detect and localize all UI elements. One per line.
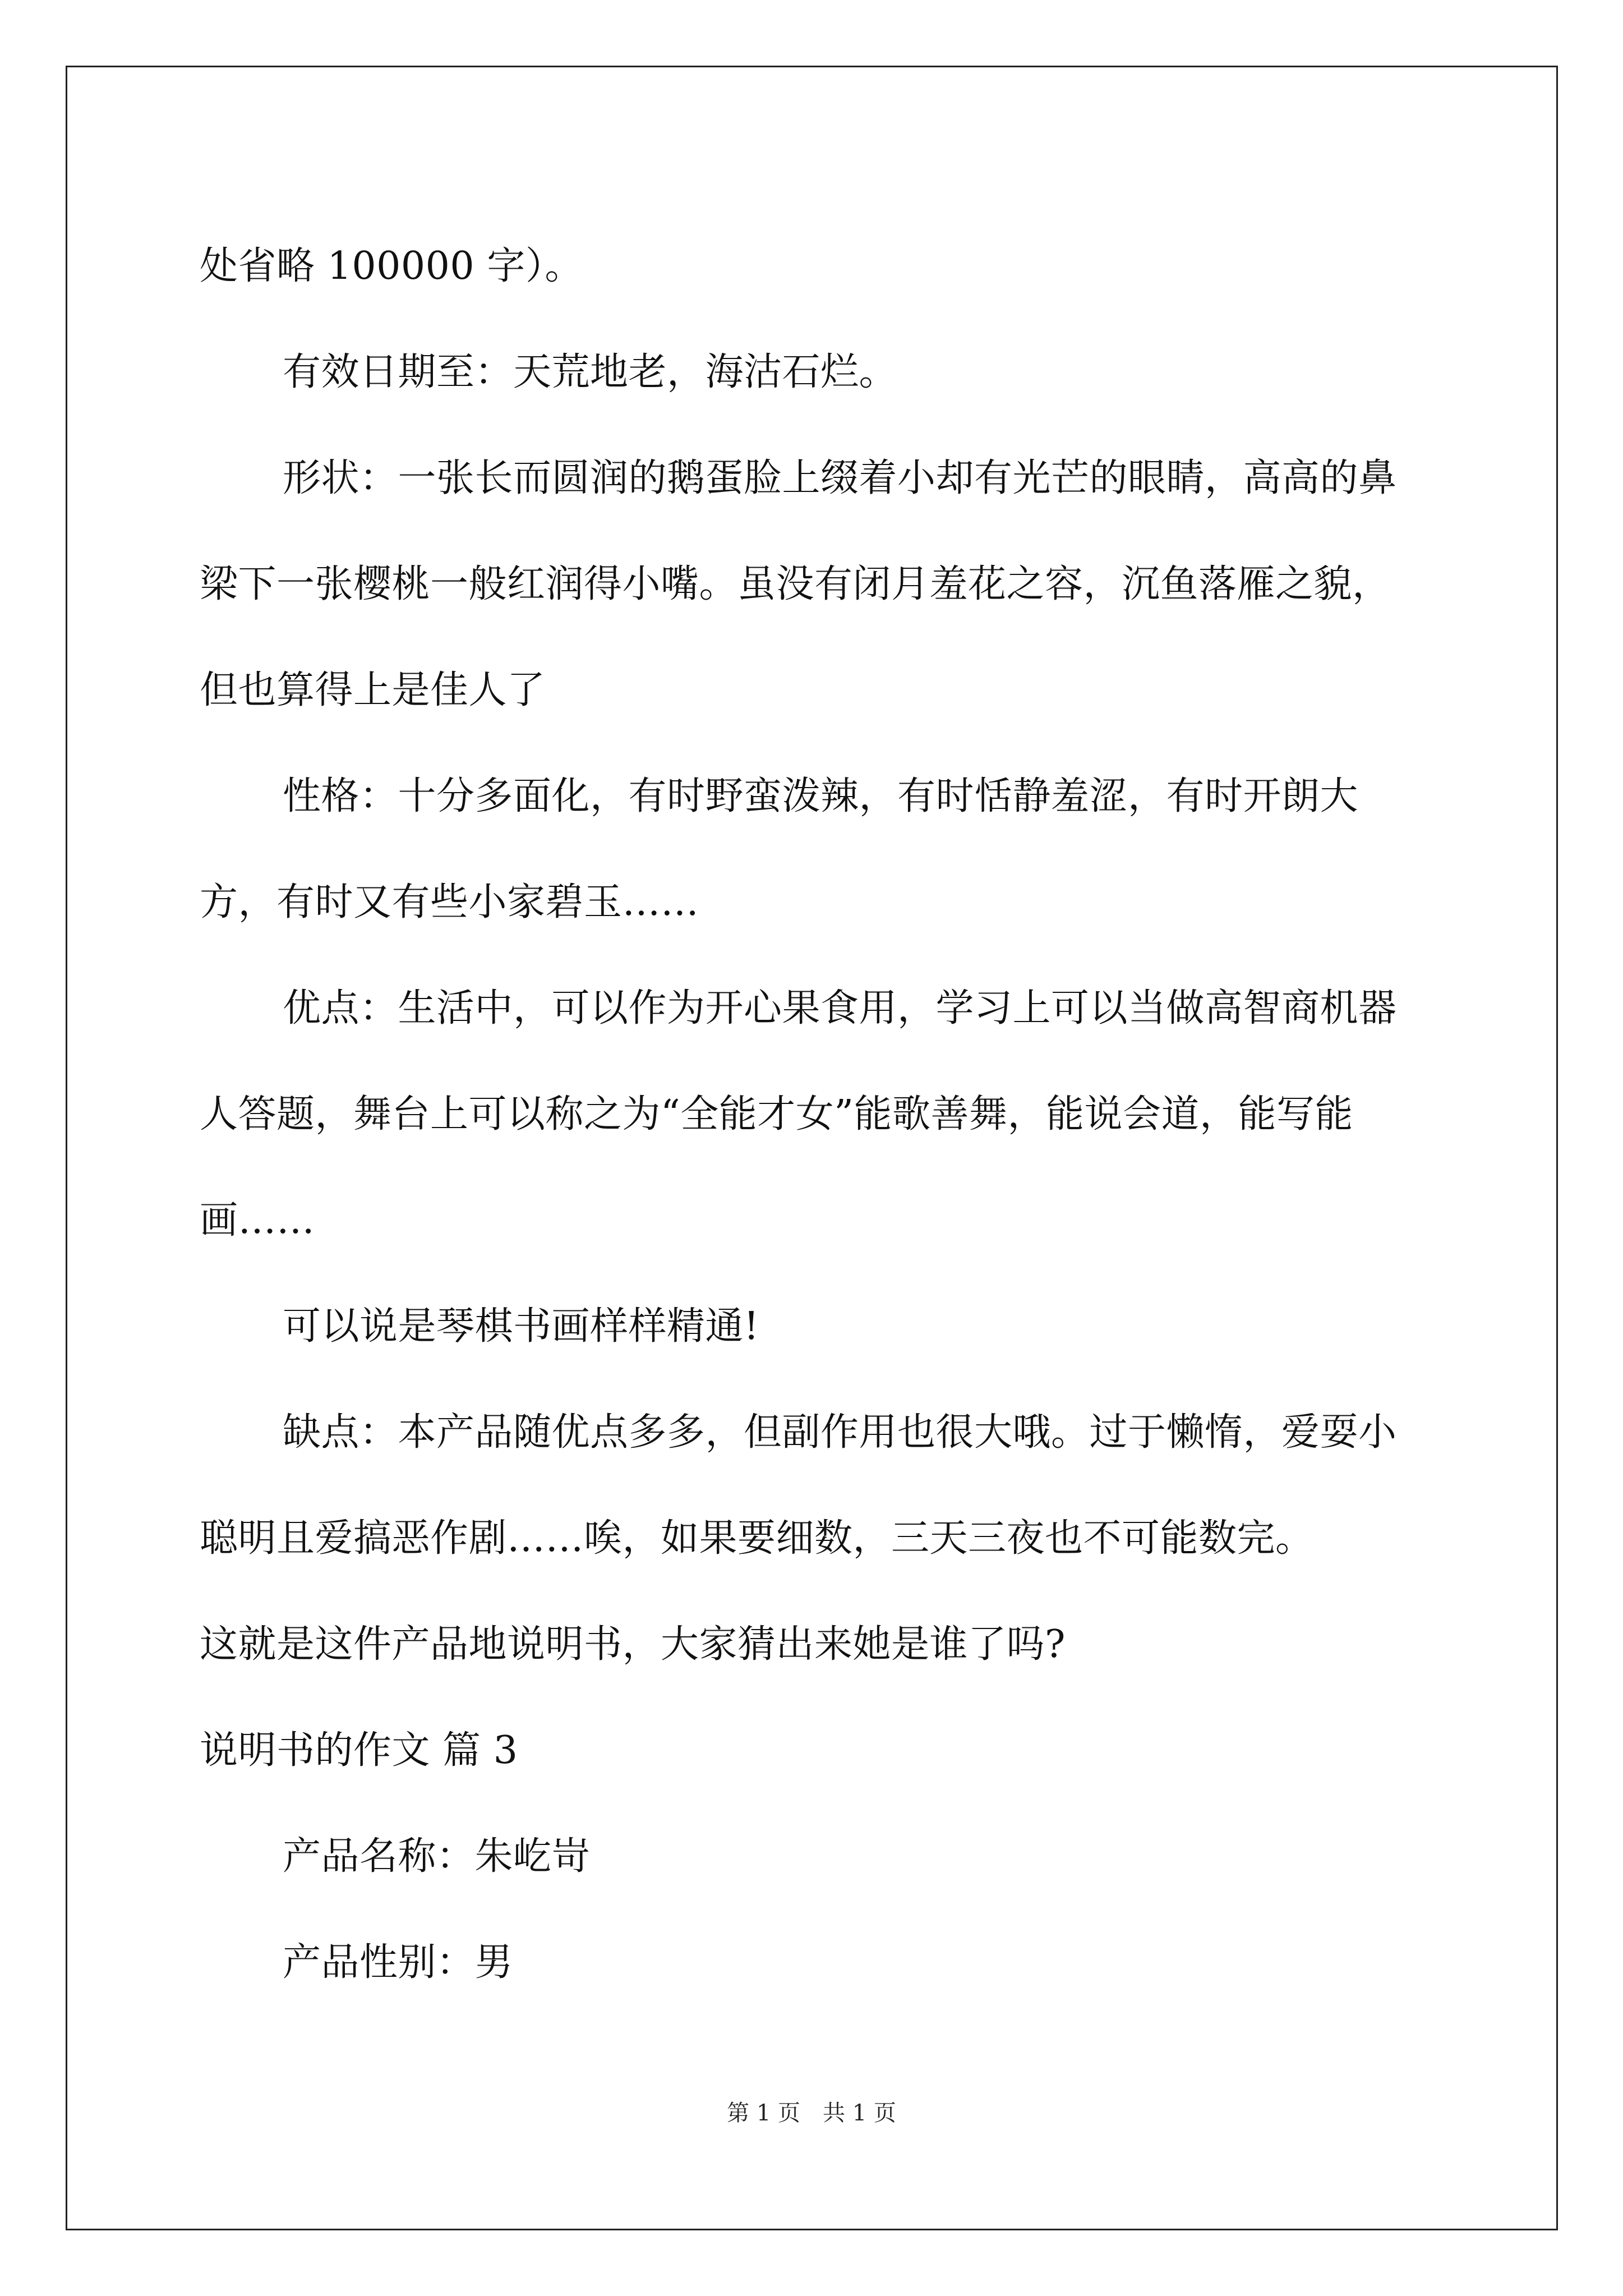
- paragraph-5: 优点：生活中，可以作为开心果食用，学习上可以当做高智商机器人答题，舞台上可以称之为“全能才女”能歌善舞，能说会道，能写能画……: [200, 986, 1397, 1243]
- paragraph-6: 可以说是琴棋书画样样精通!: [283, 1304, 759, 1349]
- section-heading: 说明书的作文 篇 3: [200, 1728, 518, 1773]
- paragraph-2: 有效日期至：天荒地老，海沽石烂。: [283, 350, 898, 394]
- paragraph-1: 处省略 100000 字）。: [200, 244, 583, 288]
- document-body: [200, 213, 1428, 2016]
- paragraph-11: 产品性别：男: [283, 1940, 514, 1985]
- paragraph-7: 缺点：本产品随优点多多，但副作用也很大哦。过于懒惰，爱耍小聪明且爱搞恶作剧……唉，如果要细数，三天三夜也不可能数完。: [200, 1410, 1397, 1561]
- paragraph-4: 性格：十分多面化，有时野蛮泼辣，有时恬静羞涩，有时开朗大方，有时又有些小家碧玉……: [200, 774, 1359, 924]
- paragraph-10: 产品名称：朱屹岢: [283, 1834, 591, 1879]
- page-number-footer: 第 1 页 共 1 页: [727, 2100, 896, 2126]
- paragraph-3: 形状：一张长而圆润的鹅蛋脸上缀着小却有光芒的眼睛，高高的鼻梁下一张樱桃一般红润得小嘴。虽没有闭月羞花之容，沉鱼落雁之貌，但也算得上是佳人了: [200, 456, 1397, 712]
- paragraph-8: 这就是这件产品地说明书，大家猜出来她是谁了吗?: [200, 1622, 1066, 1667]
